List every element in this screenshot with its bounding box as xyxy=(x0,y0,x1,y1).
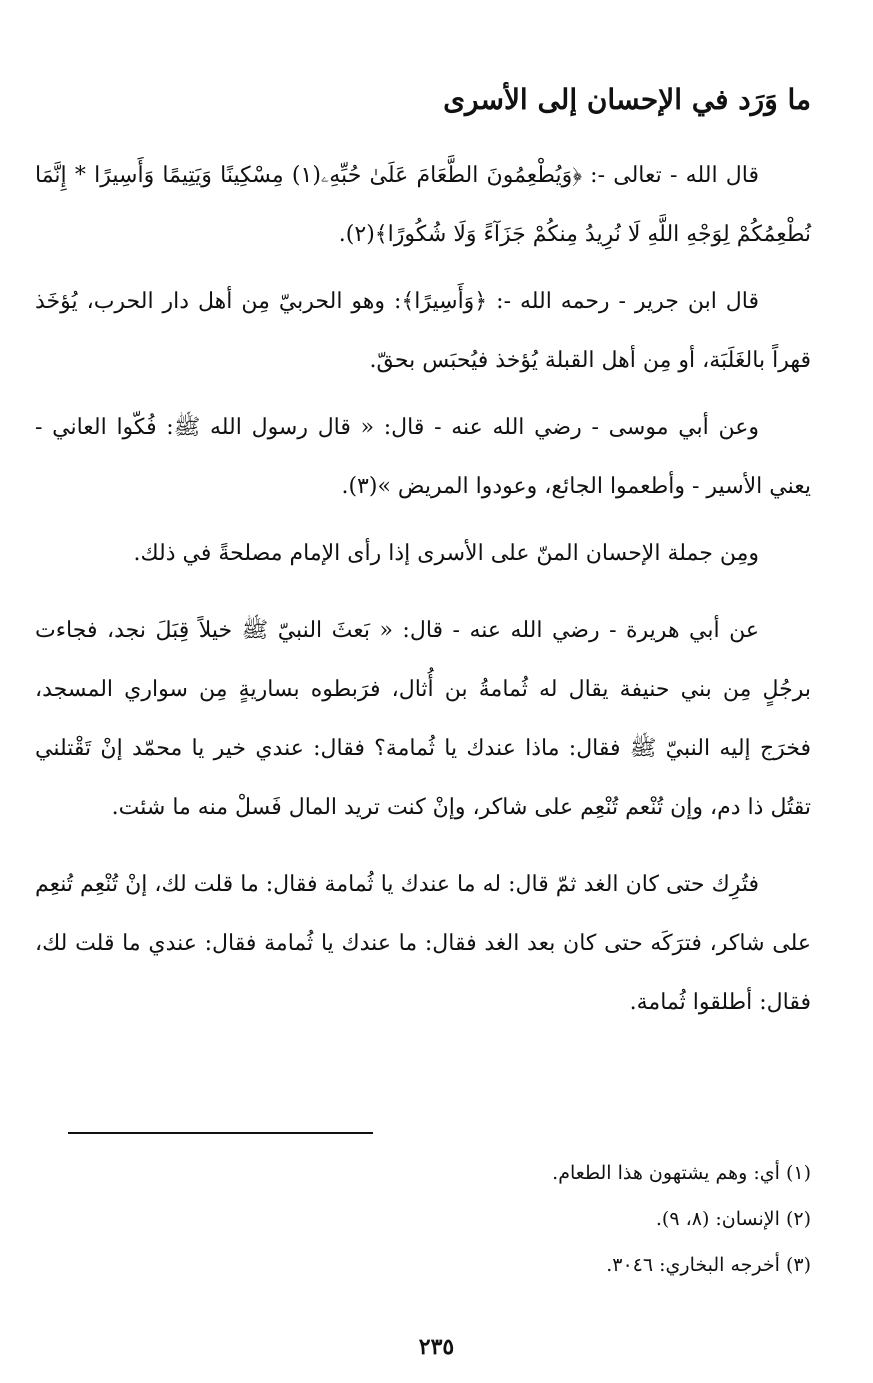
footnote-3: (٣) أخرجه البخاري: ٣٠٤٦. xyxy=(606,1254,811,1276)
footnote-divider xyxy=(68,1132,373,1134)
paragraph-thumama-release: فتُرِك حتى كان الغد ثمّ قال: له ما عندك يا ثُمامة فقال: ما قلت لك، إنْ تُنْعِم تُنعِم على شاكر، فترَكَه حتى كان بعد الغد فقال: ما عندك يا ثُمامة فقال: عندي ما قلت لك، فقال: أطلقوا ثُمامة. xyxy=(35,872,811,1015)
paragraph-quran-verse: قال الله - تعالى -: ﴿وَيُطْعِمُونَ الطَّعَامَ عَلَىٰ حُبِّهِۦ(١) مِسْكِينًا وَيَتِيمًا وَأَسِيرًا * إِنَّمَا نُطْعِمُكُمْ لِوَجْهِ اللَّهِ لَا نُرِيدُ مِنكُمْ جَزَآءً وَلَا شُكُورًا﴾(٢). xyxy=(35,163,811,247)
chapter-heading: ما وَرَد في الإحسان إلى الأسرى xyxy=(443,83,811,116)
paragraph-abu-musa-hadith: وعن أبي موسى - رضي الله عنه - قال: « قال رسول الله ﷺ: فُكّوا العاني - يعني الأسير - وأطعموا الجائع، وعودوا المريض »(٣). xyxy=(35,415,811,499)
footnote-1: (١) أي: وهم يشتهون هذا الطعام. xyxy=(552,1162,811,1184)
paragraph-ibn-jarir: قال ابن جرير - رحمه الله -: ﴿وَأَسِيرًا﴾: وهو الحربيّ مِن أهل دار الحرب، يُؤخَذ قهراً بالغَلَبَة، أو مِن أهل القبلة يُؤخذ فيُحبَس بحقّ. xyxy=(35,289,811,373)
footnotes xyxy=(35,1150,811,1288)
footnote-2: (٢) الإنسان: (٨، ٩). xyxy=(655,1208,811,1230)
body-text xyxy=(35,146,811,1040)
paragraph-mann-on-captives: ومِن جملة الإحسان المنّ على الأسرى إذا رأى الإمام مصلحةً في ذلك. xyxy=(133,541,759,566)
paragraph-abu-hurayra-hadith: عن أبي هريرة - رضي الله عنه - قال: « بَعثَ النبيّ ﷺ خيلاً قِبَلَ نجد، فجاءت برجُلٍ مِن بني حنيفة يقال له ثُمامةُ بن أُثال، فرَبطوه بساريةٍ مِن سواري المسجد، فخرَج إليه النبيّ ﷺ فقال: ماذا عندك يا ثُمامة؟ فقال: عندي خير يا محمّد إنْ تَقْتلني تقتُل ذا دم، وإن تُنْعم تُنْعِم على شاكر، وإنْ كنت تريد المال فَسلْ منه ما شئت. xyxy=(35,618,811,820)
page-number: ٢٣٥ xyxy=(418,1334,455,1360)
